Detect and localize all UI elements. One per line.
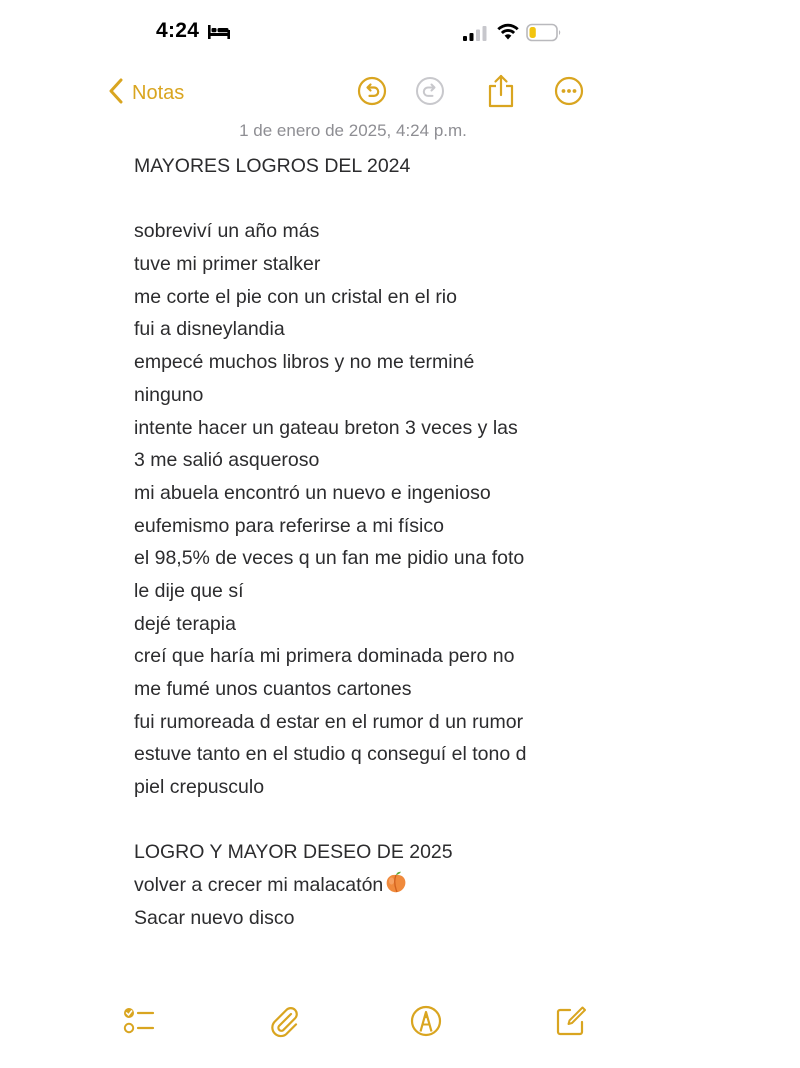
section2-line: Sacar nuevo disco: [134, 906, 295, 929]
note-line: ninguno: [134, 383, 204, 406]
note-line: me corte el pie con un cristal en el rio: [134, 285, 457, 308]
peach-emoji: [384, 870, 408, 905]
chevron-left-icon: [108, 78, 124, 109]
note-line: el 98,5% de veces q un fan me pidio una foto: [134, 547, 525, 570]
section2-line: [134, 869, 584, 902]
wifi-icon: [497, 23, 519, 45]
status-time: 4:24: [156, 19, 200, 42]
note-line: mi abuela encontró un nuevo e ingenioso: [134, 481, 491, 504]
undo-icon[interactable]: [357, 76, 387, 106]
note-title: MAYORES LOGROS DEL 2024: [134, 155, 411, 177]
note-line: me fumé unos cuantos cartones: [134, 678, 412, 700]
note-line: tuve mi primer stalker: [134, 253, 321, 276]
note-line: eufemismo para referirse a mi físico: [134, 514, 444, 537]
redo-icon[interactable]: [415, 76, 445, 106]
blank-line: [134, 804, 584, 837]
note-line: 3 me salió asqueroso: [134, 449, 320, 472]
checklist-icon[interactable]: [122, 1004, 156, 1038]
back-label: Notas: [132, 81, 185, 104]
section2-line-text: volver a crecer mi malacatón: [134, 874, 384, 897]
compose-icon[interactable]: [554, 1004, 588, 1038]
section2-title: LOGRO Y MAYOR DESEO DE 2025: [134, 841, 453, 864]
note-line: le dije que sí: [134, 579, 244, 602]
note-line: creí que haría mi primera dominada pero no: [134, 645, 515, 668]
cellular-signal-icon: [463, 26, 489, 46]
bed-icon: [208, 25, 230, 44]
note-line: intente hacer un gateau breton 3 veces y las: [134, 416, 518, 439]
note-line: fui a disneylandia: [134, 318, 285, 341]
share-icon[interactable]: [486, 74, 516, 108]
markup-pen-icon[interactable]: [409, 1004, 443, 1038]
paperclip-icon[interactable]: [267, 1004, 301, 1038]
note-line: estuve tanto en el studio q conseguí el tono d: [134, 743, 527, 766]
battery-low-icon: [526, 23, 562, 47]
note-lines: [134, 215, 584, 803]
note-line: piel crepusculo: [134, 776, 265, 799]
status-bar: [0, 0, 800, 70]
note-line: sobreviví un año más: [134, 220, 320, 243]
note-line: empecé muchos libros y no me terminé: [134, 351, 475, 374]
note-line: fui rumoreada d estar en el rumor d un rumor: [134, 710, 524, 733]
note-line: dejé terapia: [134, 612, 236, 635]
note-date: 1 de enero de 2025, 4:24 p.m.: [239, 121, 467, 140]
back-button[interactable]: [108, 78, 184, 108]
note-body[interactable]: [134, 150, 584, 935]
more-icon[interactable]: [554, 76, 584, 106]
blank-line: [134, 183, 584, 216]
